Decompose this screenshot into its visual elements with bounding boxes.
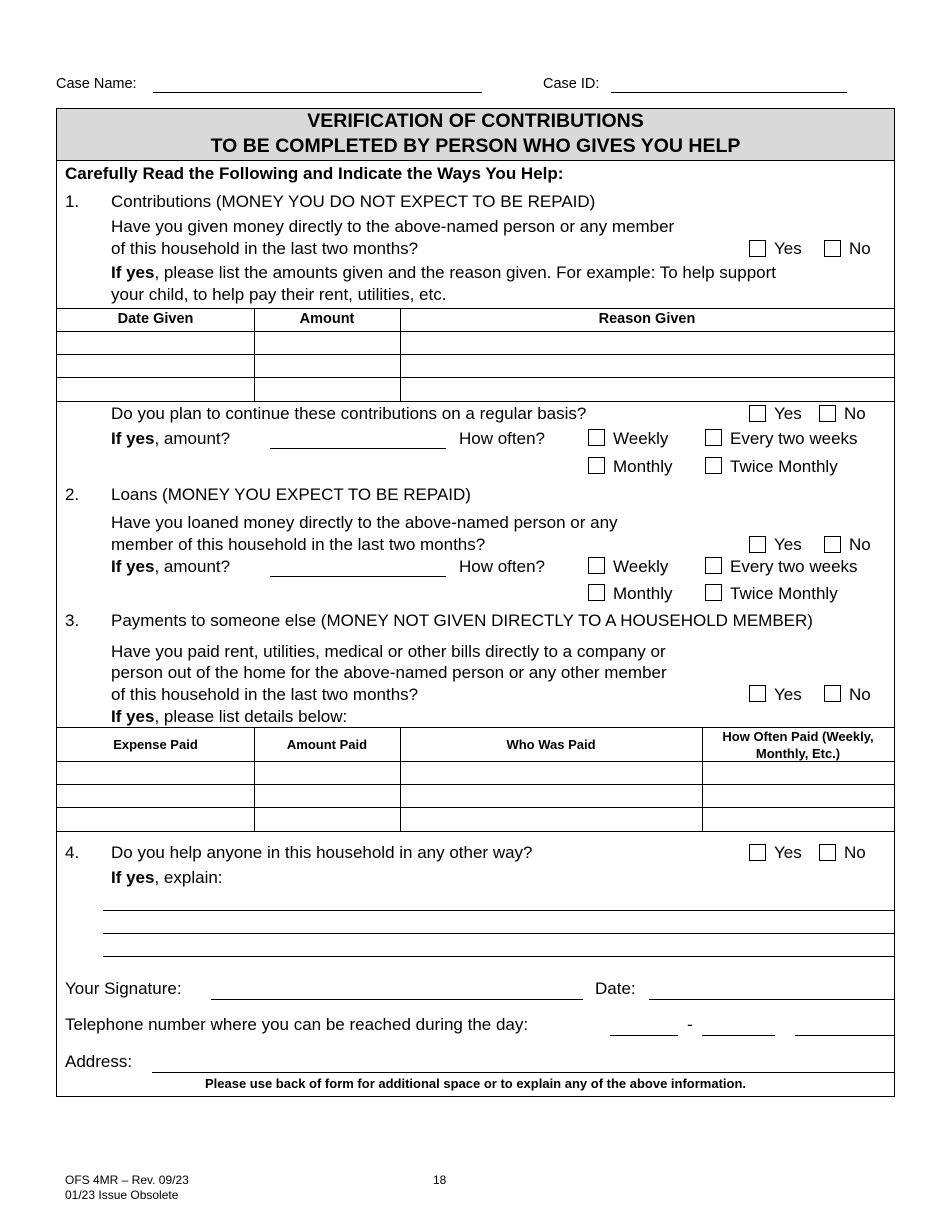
section1-amount-bold: If yes [111,429,155,448]
section1-how-often: How often? [459,429,545,448]
table2-cell-how-often-3[interactable] [703,808,893,830]
table1-cell-date-3[interactable] [58,378,253,400]
case-id-field[interactable] [611,92,847,93]
continue-no-checkbox[interactable] [819,405,836,422]
phone-line-field[interactable] [795,1035,894,1036]
table1-header-amount: Amount [299,311,355,327]
s2-weekly-label: Weekly [613,557,669,576]
table1-cell-date-1[interactable] [58,332,253,353]
table1-header-reason: Reason Given [598,311,696,327]
section4-no-checkbox[interactable] [819,844,836,861]
section1-ifyes-rest: , please list the amounts given and the reason given. For example: To help support [154,263,776,282]
section2-question-line1: Have you loaned money directly to the above-named person or any [111,513,618,532]
section1-no-checkbox[interactable] [824,240,841,257]
table1-cell-amount-1[interactable] [255,332,399,353]
form-title-line1: VERIFICATION OF CONTRIBUTIONS [307,110,644,132]
table2-header-who: Who Was Paid [506,737,596,752]
section2-question-line2: member of this household in the last two months? [111,535,486,554]
phone-area-code-field[interactable] [610,1035,678,1036]
section3-ifyes [111,707,347,727]
section3-ifyes-rest: , please list details below: [154,707,348,726]
form-title-line2: TO BE COMPLETED BY PERSON WHO GIVES YOU HELP [210,135,741,157]
table1-border [57,308,894,309]
table2-cell-amount-1[interactable] [255,762,399,783]
section2-yes-label: Yes [774,535,802,554]
date-field[interactable] [649,999,894,1000]
section2-heading: Loans (MONEY YOU EXPECT TO BE REPAID) [111,485,471,504]
back-of-form-note: Please use back of form for additional space or to explain any of the above information. [204,1076,747,1091]
section4-yes-checkbox[interactable] [749,844,766,861]
signature-label: Your Signature: [65,979,182,998]
section3-no-label: No [849,685,871,704]
explain-line-2[interactable] [103,933,894,934]
table1-cell-date-2[interactable] [58,355,253,376]
table2-cell-how-often-1[interactable] [703,762,893,783]
section1-amount-field[interactable] [270,448,446,449]
table2-cell-how-often-2[interactable] [703,785,893,806]
section1-heading: Contributions (MONEY YOU DO NOT EXPECT TO BE REPAID) [111,192,596,211]
s1-weekly-label: Weekly [613,429,669,448]
table1-cell-reason-3[interactable] [401,378,893,400]
s2-every-two-weeks-checkbox[interactable] [705,557,722,574]
s2-every-two-weeks-label: Every two weeks [730,557,858,576]
section1-ifyes-line2: your child, to help pay their rent, utilities, etc. [111,285,447,304]
table1-border [57,401,894,402]
s2-monthly-label: Monthly [613,584,673,603]
section4-ifyes-bold: If yes [111,868,155,887]
section1-ifyes-line1 [111,263,776,283]
s2-monthly-checkbox[interactable] [588,584,605,601]
case-name-field[interactable] [153,92,482,93]
section2-amount-rest: , amount? [154,557,231,576]
table2-header-how-often-line1: How Often Paid (Weekly, [722,729,874,744]
table2-header-amount: Amount Paid [286,737,368,752]
address-label: Address: [65,1052,133,1071]
signature-field[interactable] [211,999,583,1000]
section3-no-checkbox[interactable] [824,685,841,702]
continue-yes-checkbox[interactable] [749,405,766,422]
table2-cell-who-1[interactable] [401,762,701,783]
section2-no-checkbox[interactable] [824,536,841,553]
section2-no-label: No [849,535,871,554]
section1-continue-question: Do you plan to continue these contributions on a regular basis? [111,404,587,423]
phone-prefix-field[interactable] [702,1035,775,1036]
table2-cell-amount-3[interactable] [255,808,399,830]
table1-header-date: Date Given [117,311,194,327]
table1-cell-reason-2[interactable] [401,355,893,376]
section3-number: 3. [65,611,80,630]
phone-dash: - [687,1015,693,1034]
date-label: Date: [595,979,636,998]
continue-yes-label: Yes [774,404,802,423]
explain-line-3[interactable] [103,956,894,957]
section3-question-line2: person out of the home for the above-named person or any other member [111,663,667,682]
s1-every-two-weeks-label: Every two weeks [730,429,858,448]
section3-heading: Payments to someone else (MONEY NOT GIVEN DIRECTLY TO A HOUSEHOLD MEMBER) [111,611,813,630]
section2-how-often: How often? [459,557,545,576]
table2-border [57,727,894,728]
section4-ifyes-rest: , explain: [154,868,223,887]
section1-question-line2: of this household in the last two months? [111,239,419,258]
section4-ifyes [111,868,223,888]
section3-yes-checkbox[interactable] [749,685,766,702]
s1-monthly-label: Monthly [613,457,673,476]
table1-cell-amount-2[interactable] [255,355,399,376]
s2-weekly-checkbox[interactable] [588,557,605,574]
section2-number: 2. [65,485,80,504]
table2-cell-who-3[interactable] [401,808,701,830]
section1-question-line1: Have you given money directly to the above-named person or any member [111,217,675,236]
section3-question-line1: Have you paid rent, utilities, medical or other bills directly to a company or [111,642,666,661]
s2-twice-monthly-checkbox[interactable] [705,584,722,601]
footer-obsolete: 01/23 Issue Obsolete [65,1188,179,1202]
section1-amount-rest: , amount? [154,429,231,448]
phone-label: Telephone number where you can be reached during the day: [65,1015,529,1034]
section2-amount-bold: If yes [111,557,155,576]
section1-yes-label: Yes [774,239,802,258]
case-id-label: Case ID: [543,76,600,92]
case-name-label: Case Name: [56,76,137,92]
section1-yes-checkbox[interactable] [749,240,766,257]
explain-line-1[interactable] [103,910,894,911]
s2-twice-monthly-label: Twice Monthly [730,584,838,603]
section3-ifyes-bold: If yes [111,707,155,726]
section3-yes-label: Yes [774,685,802,704]
section4-number: 4. [65,843,80,862]
instructions: Carefully Read the Following and Indicate the Ways You Help: [65,164,564,183]
section1-ifyes-bold: If yes [111,263,155,282]
s1-every-two-weeks-checkbox[interactable] [705,429,722,446]
address-field[interactable] [152,1072,894,1073]
section2-amount-label [111,557,230,577]
table2-cell-expense-2[interactable] [58,785,253,806]
section3-question-line3: of this household in the last two months? [111,685,419,704]
table1-cell-reason-1[interactable] [401,332,893,353]
s1-monthly-checkbox[interactable] [588,457,605,474]
table2-header-expense: Expense Paid [113,737,198,752]
table2-cell-expense-1[interactable] [58,762,253,783]
footer-page-number: 18 [433,1173,447,1187]
table2-cell-amount-2[interactable] [255,785,399,806]
s1-twice-monthly-checkbox[interactable] [705,457,722,474]
section2-amount-field[interactable] [270,576,446,577]
continue-no-label: No [844,404,866,423]
section4-yes-label: Yes [774,843,802,862]
section4-question: Do you help anyone in this household in any other way? [111,843,533,862]
table2-border [57,831,894,832]
table1-cell-amount-3[interactable] [255,378,399,400]
s1-weekly-checkbox[interactable] [588,429,605,446]
section4-no-label: No [844,843,866,862]
table2-cell-who-2[interactable] [401,785,701,806]
footer-form-id: OFS 4MR – Rev. 09/23 [65,1173,189,1187]
section2-yes-checkbox[interactable] [749,536,766,553]
table2-header-how-often-line2: Monthly, Etc.) [755,746,841,761]
s1-twice-monthly-label: Twice Monthly [730,457,838,476]
section1-number: 1. [65,192,80,211]
table2-cell-expense-3[interactable] [58,808,253,830]
section1-amount-label [111,429,230,449]
section1-no-label: No [849,239,871,258]
